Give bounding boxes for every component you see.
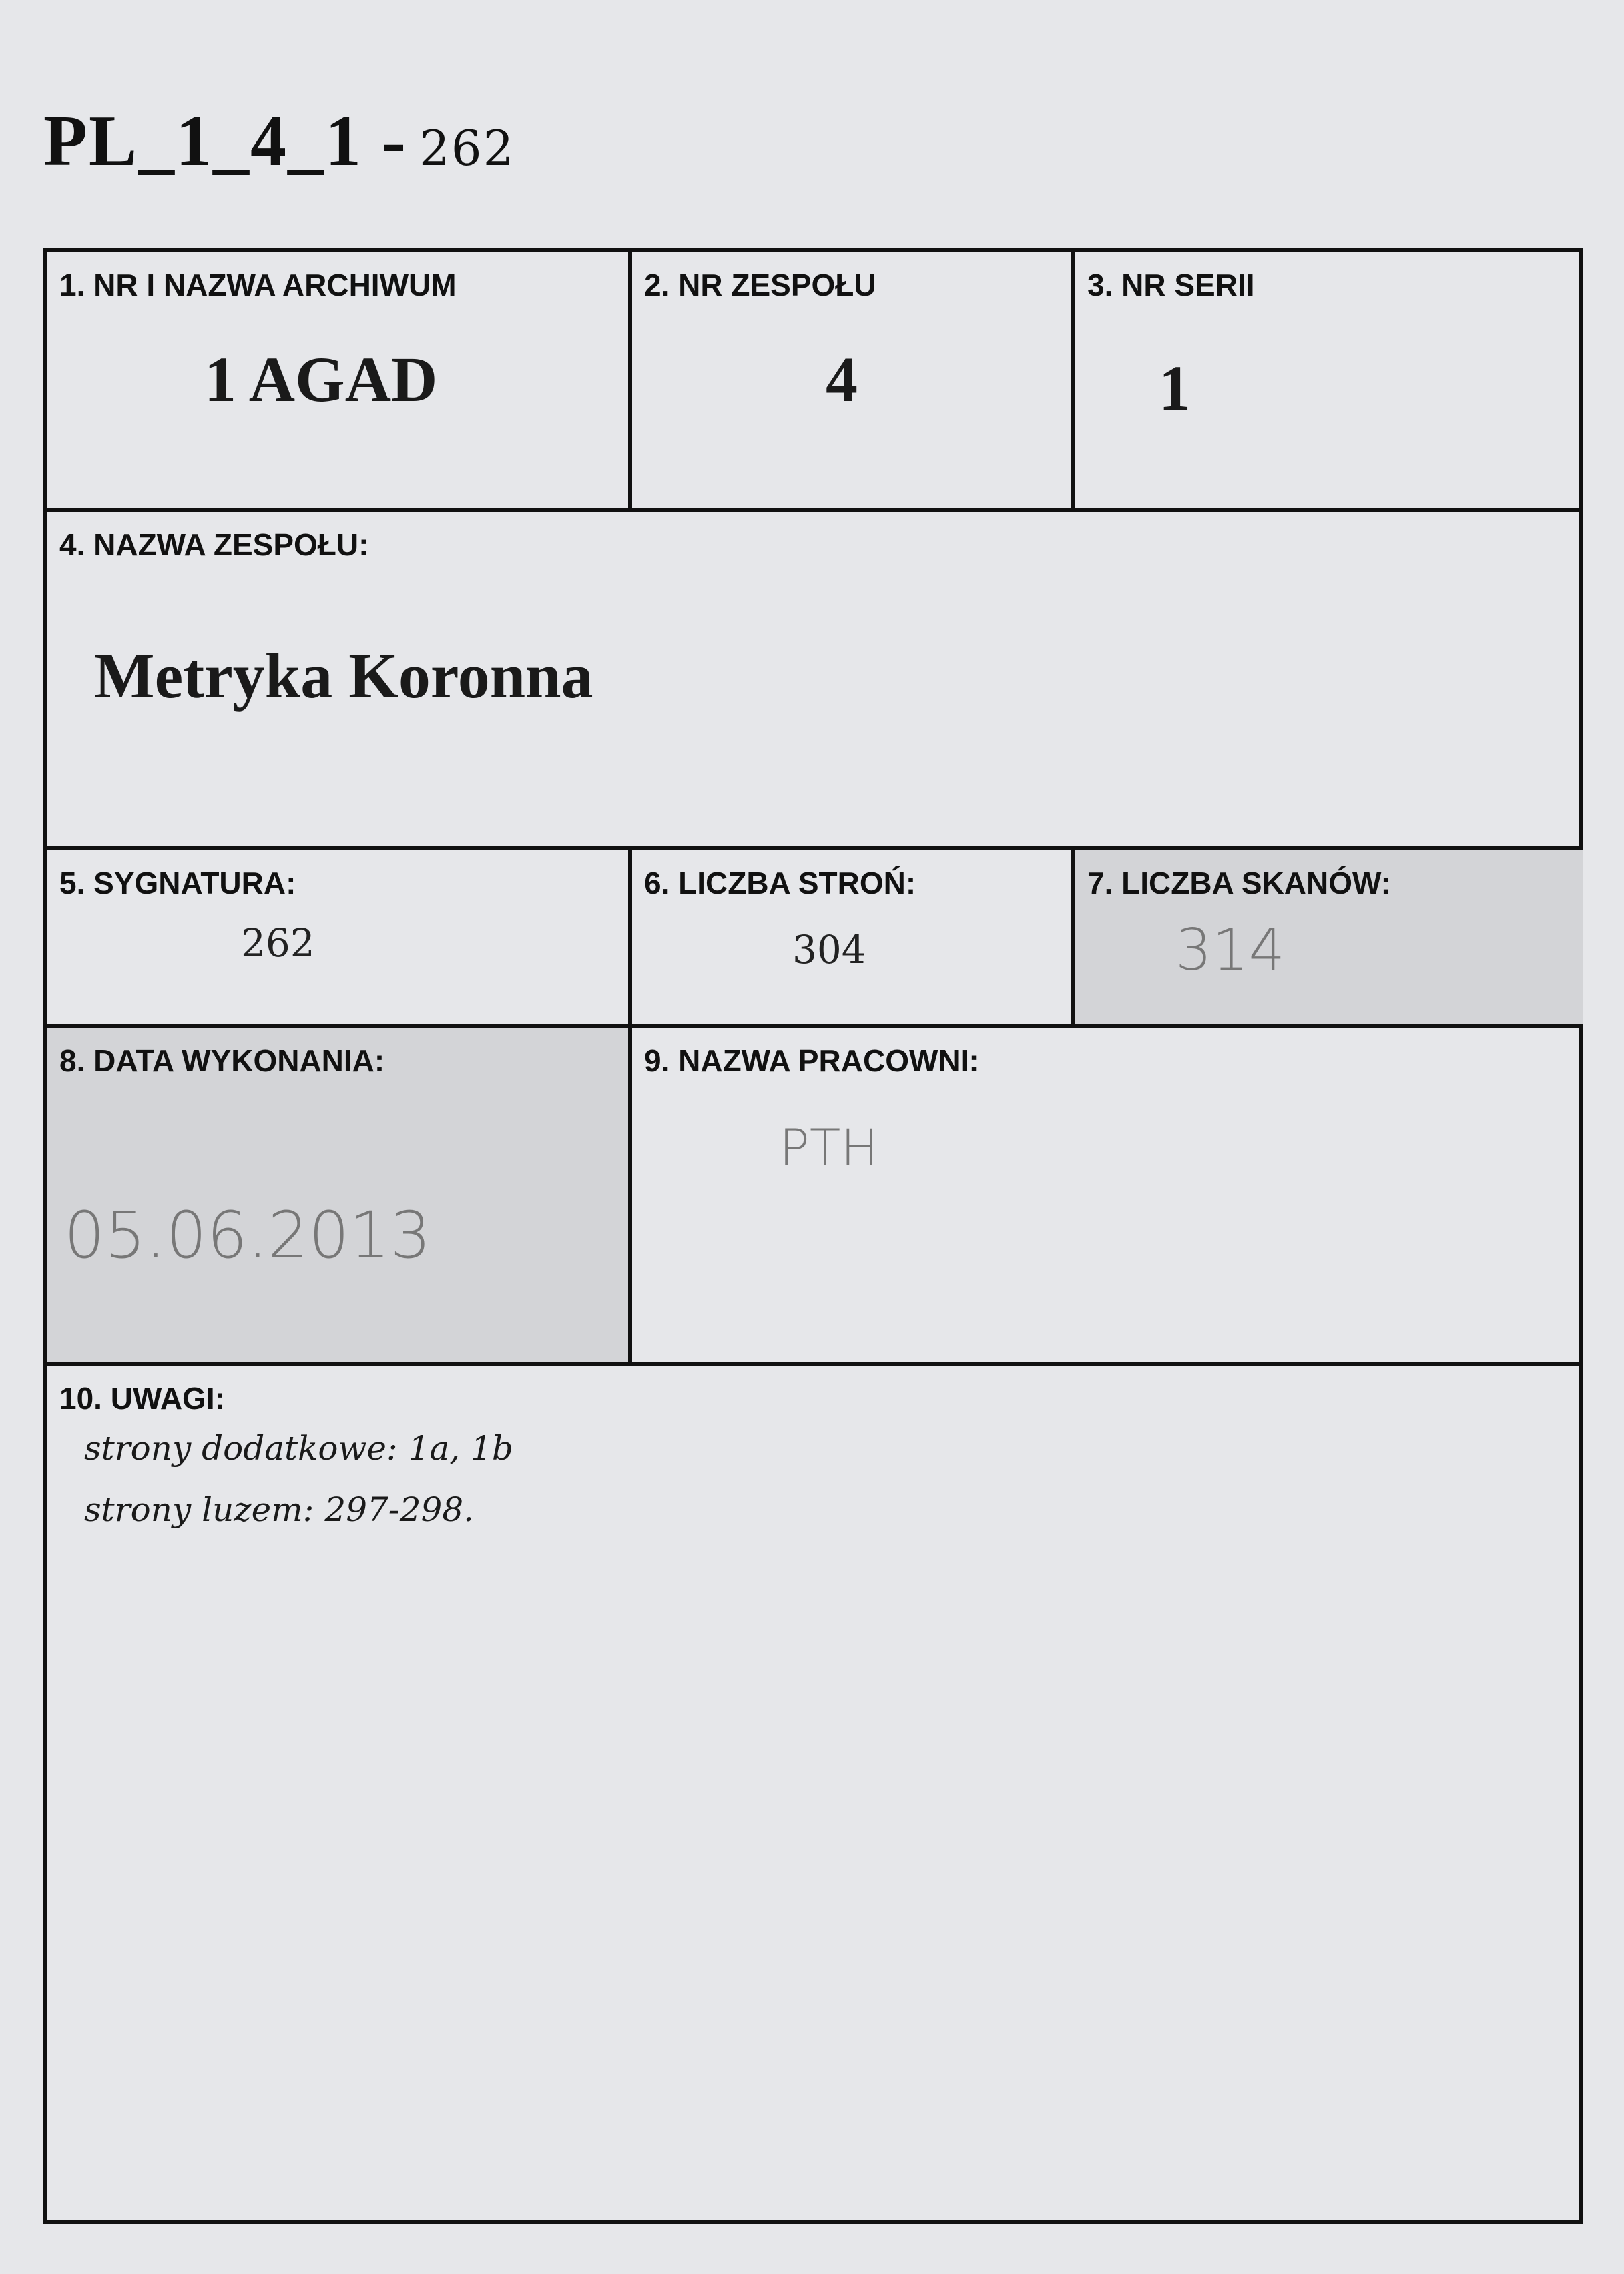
field-label: 3. NR SERII (1087, 268, 1255, 302)
field-fond-name (47, 512, 1583, 846)
field-value: 05.06.2013 (64, 1198, 431, 1273)
field-label: 5. SYGNATURA: (59, 866, 296, 900)
heading-handwritten: 262 (419, 120, 515, 176)
remarks-line: strony dodatkowe: 1a, 1b (84, 1429, 513, 1468)
field-label: 8. DATA WYKONANIA: (59, 1043, 385, 1078)
metadata-form (43, 248, 1583, 2224)
field-value: 262 (241, 920, 315, 966)
field-scan-count (1075, 850, 1583, 1024)
field-label: 9. NAZWA PRACOWNI: (644, 1043, 979, 1078)
field-fond-number (632, 252, 1073, 509)
field-remarks (47, 1366, 1583, 2220)
remarks-notes (84, 1418, 513, 1540)
field-value: 314 (1175, 917, 1286, 984)
remarks-line: strony luzem: 297-298. (84, 1490, 475, 1529)
field-value: 1 AGAD (204, 344, 438, 415)
field-value: PTH (779, 1118, 879, 1177)
field-archive (47, 252, 628, 509)
field-value: 1 (1159, 352, 1191, 424)
field-value: 4 (826, 344, 858, 415)
field-workshop (632, 1028, 1583, 1362)
heading-printed: PL_1_4_1 - (43, 101, 407, 181)
field-label: 6. LICZBA STROŃ: (644, 866, 916, 900)
field-value: Metryka Koronna (94, 640, 593, 712)
field-label: 1. NR I NAZWA ARCHIWUM (59, 268, 457, 302)
field-value: 304 (792, 927, 866, 972)
field-label: 7. LICZBA SKANÓW: (1087, 866, 1391, 900)
field-label: 10. UWAGI: (59, 1381, 225, 1416)
field-label: 2. NR ZESPOŁU (644, 268, 876, 302)
document-heading (43, 100, 515, 183)
field-date (47, 1028, 628, 1362)
field-signature (47, 850, 628, 1024)
field-series-number (1075, 252, 1583, 509)
field-label: 4. NAZWA ZESPOŁU: (59, 527, 369, 562)
field-page-count (632, 850, 1073, 1024)
